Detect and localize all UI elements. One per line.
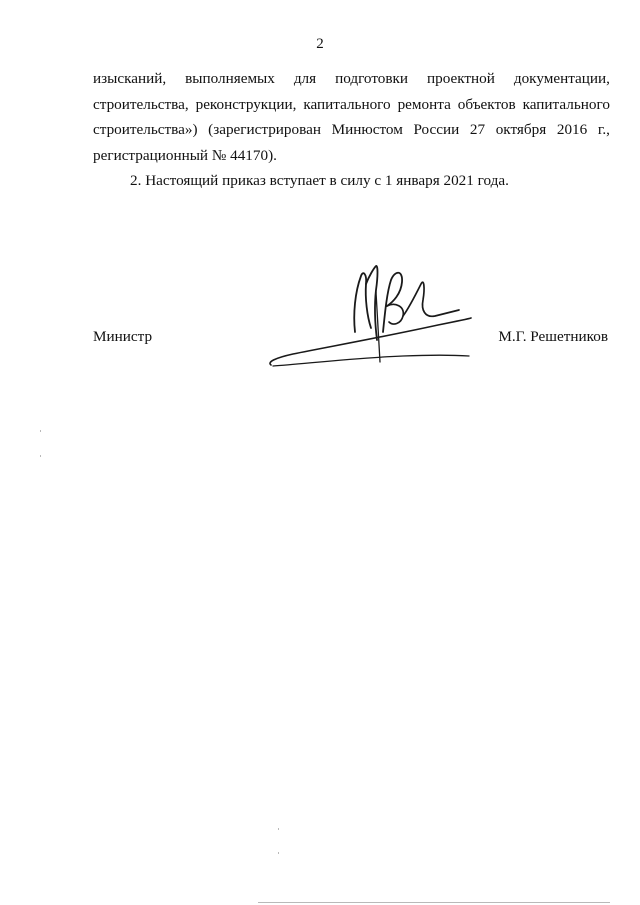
word: 27: [469, 121, 486, 138]
paragraph-1-line-3: [93, 117, 610, 143]
handwritten-signature: [263, 262, 478, 372]
scan-speck: [40, 430, 41, 432]
word: регистрационный № 44170).: [93, 146, 277, 164]
word: реконструкции,: [195, 95, 297, 113]
word: проектной: [426, 70, 495, 87]
signatory-role: Министр: [93, 328, 153, 345]
paragraph-1-line-2: [93, 92, 610, 118]
word: Минюстом: [331, 121, 403, 138]
scan-speck: [258, 902, 610, 903]
word: г.,: [597, 121, 610, 138]
document-body: [93, 66, 610, 194]
word: строительства»): [93, 121, 198, 138]
word: для: [293, 70, 317, 87]
word: подготовки: [335, 70, 409, 87]
word: России: [413, 121, 460, 138]
paragraph-2: 2. Настоящий приказ вступает в силу с 1 января 2021 года.: [130, 172, 509, 189]
word: капитального: [303, 95, 391, 113]
word: выполняемых: [185, 70, 275, 87]
word: строительства,: [93, 95, 189, 113]
paragraph-1: [93, 66, 610, 168]
page-number: 2: [316, 36, 324, 52]
scan-speck: [40, 455, 41, 457]
signer-name: М.Г. Решетников: [498, 328, 608, 345]
word: документации,: [513, 70, 610, 87]
word: 2016: [556, 121, 588, 138]
scan-speck: [278, 852, 279, 854]
paragraph-1-line-1: [93, 66, 610, 92]
signature-block: [93, 322, 610, 382]
word: изысканий,: [93, 70, 167, 87]
word: октября: [495, 121, 547, 138]
word: капитального: [522, 95, 610, 113]
scan-speck: [278, 828, 279, 830]
paragraph-1-line-4: [93, 143, 610, 169]
word: (зарегистрирован: [208, 121, 321, 138]
word: ремонта: [397, 95, 451, 113]
word: объектов: [457, 95, 516, 113]
